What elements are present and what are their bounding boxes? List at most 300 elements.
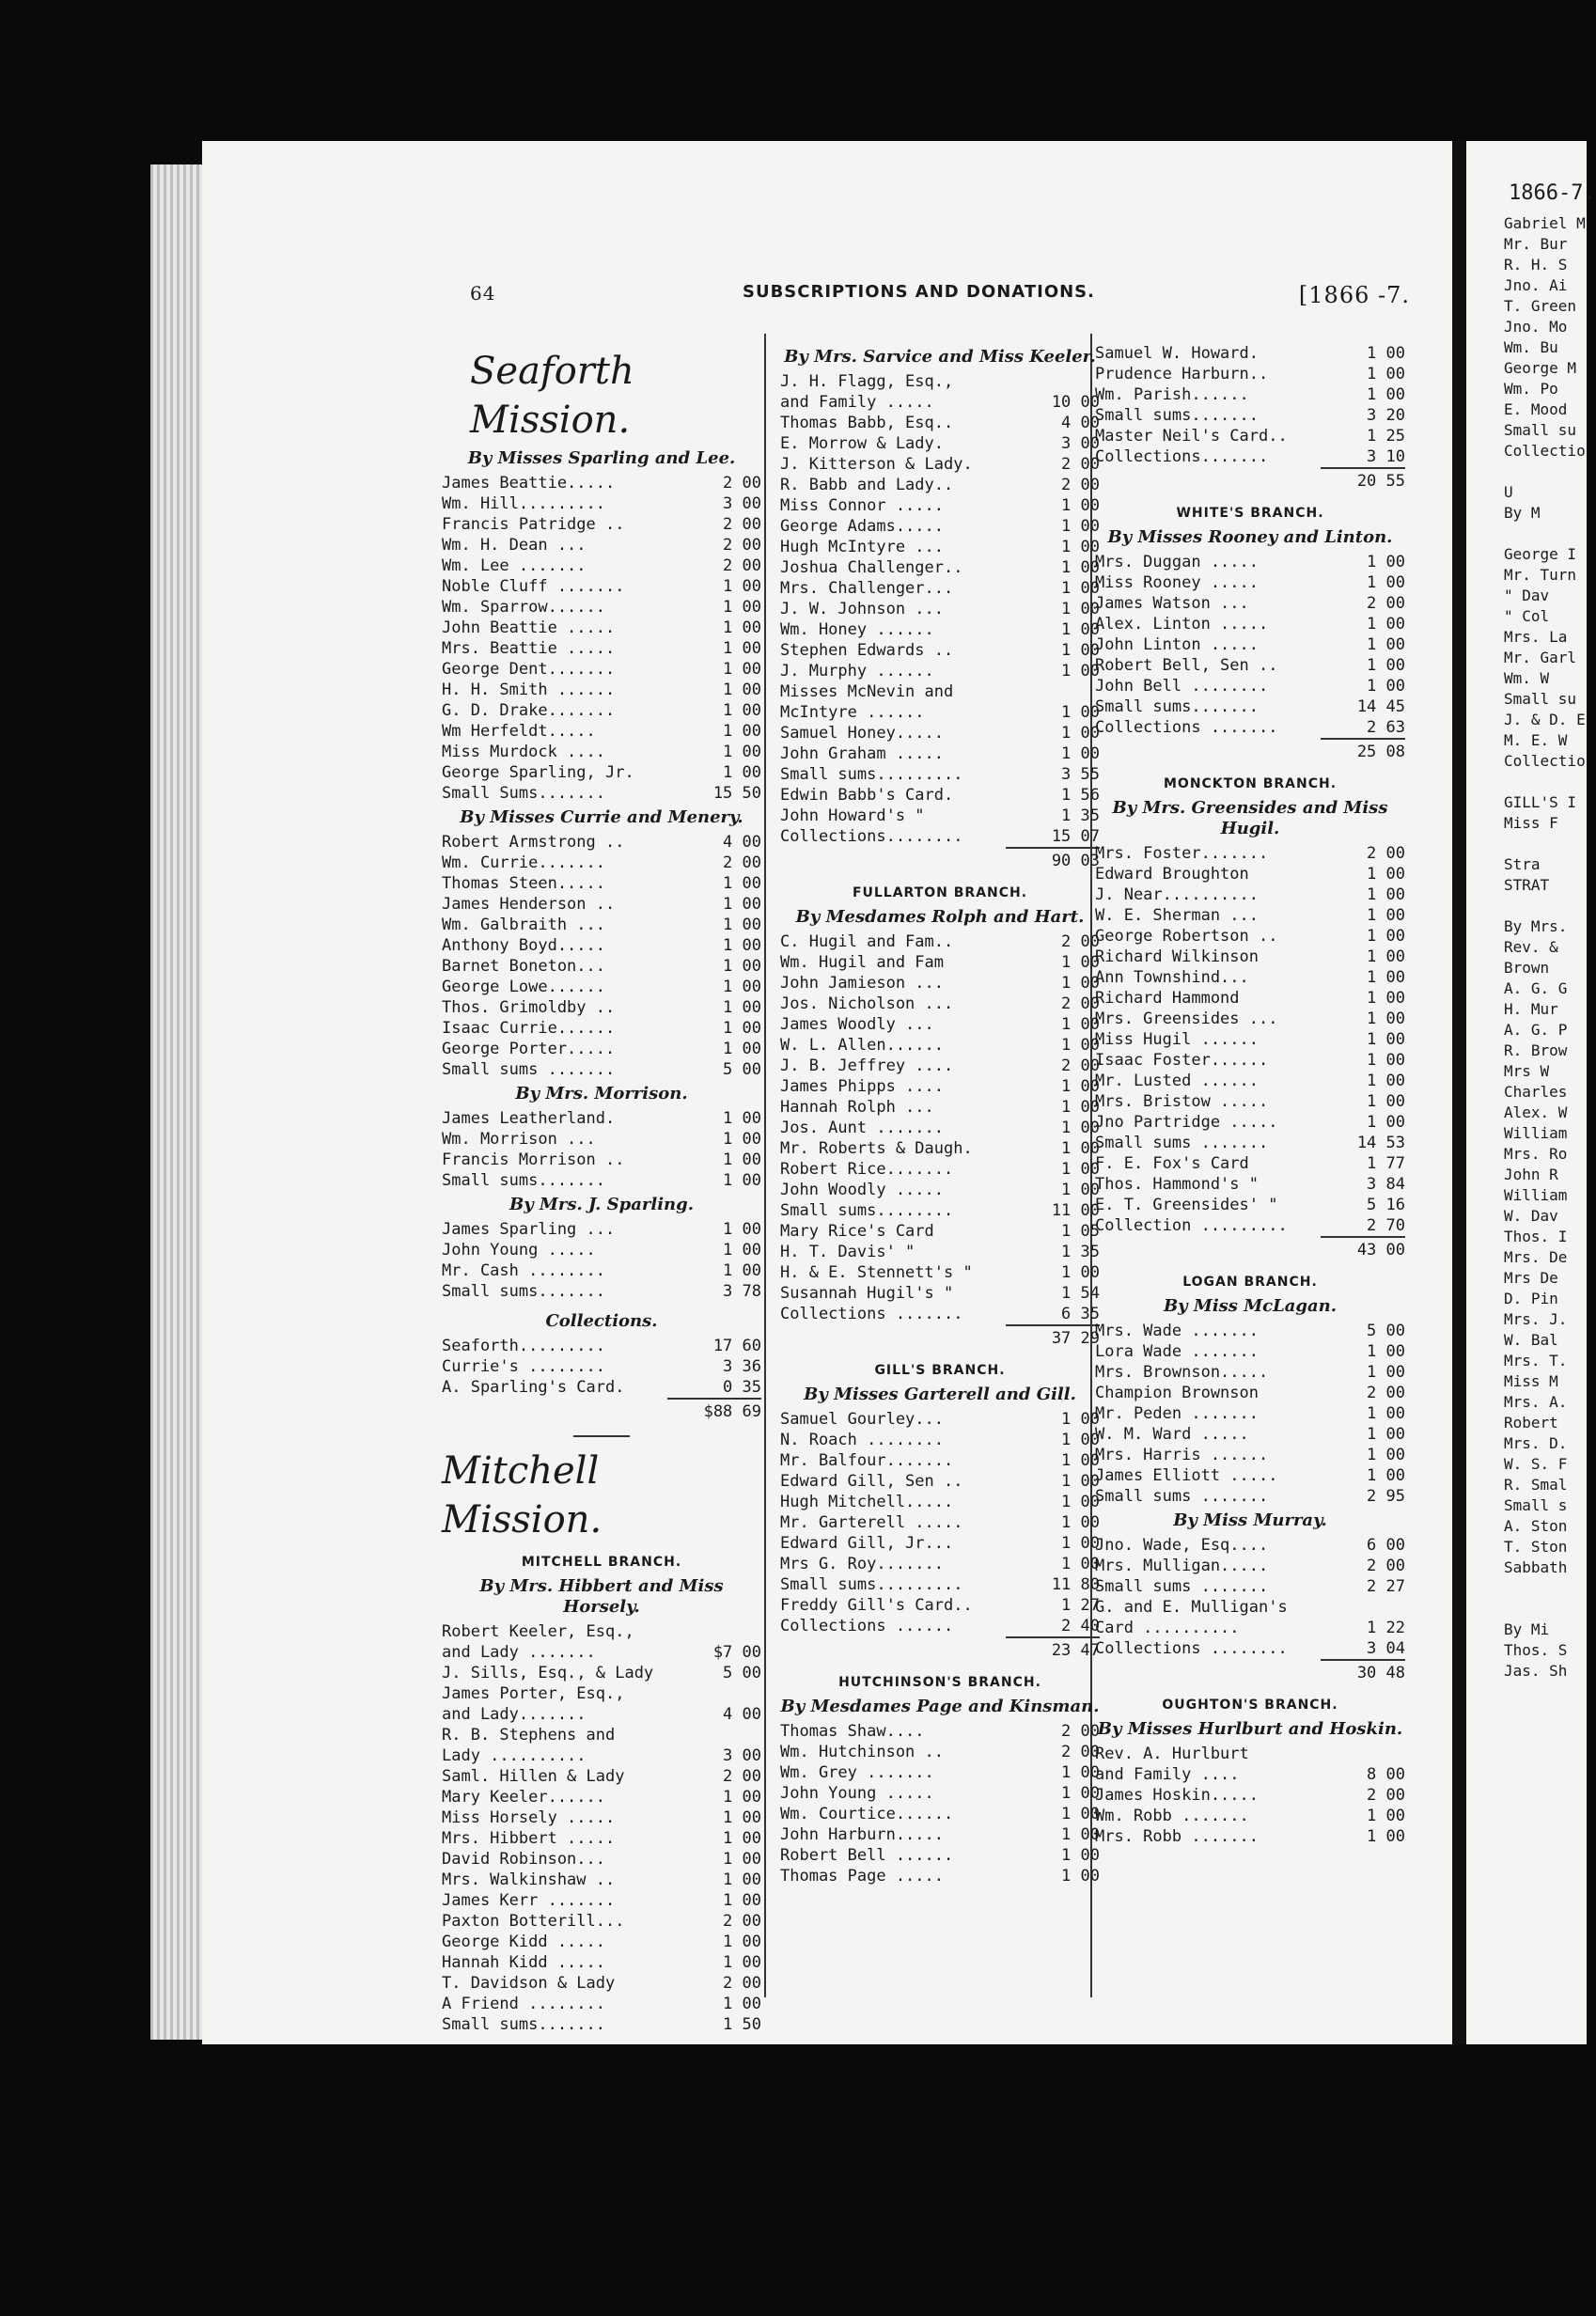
right-page-line: Mrs. J. xyxy=(1504,1310,1568,1328)
entry-name: and Family .... xyxy=(1095,1765,1240,1784)
entry-amount: 1 00 xyxy=(723,577,761,596)
entry-row xyxy=(442,659,761,680)
entry-amount: 2 00 xyxy=(1061,1722,1100,1741)
entry-row xyxy=(780,826,1100,847)
right-page-line: Jas. Sh xyxy=(1504,1662,1568,1680)
entry-row xyxy=(780,1262,1100,1283)
entry-row xyxy=(442,1745,761,1766)
entry-amount: 2 95 xyxy=(1367,1487,1405,1506)
right-page-line: " Col xyxy=(1504,607,1550,625)
entry-row xyxy=(780,557,1100,578)
entry-amount: 1 00 xyxy=(723,915,761,934)
entry-amount: 1 00 xyxy=(1367,344,1405,363)
entry-name: Paxton Botterill... xyxy=(442,1912,625,1931)
right-page-line: Brown xyxy=(1504,959,1550,977)
entry-list xyxy=(780,371,1100,847)
entry-amount: 1 00 xyxy=(1367,927,1405,946)
entry-list xyxy=(1095,343,1405,467)
entry-list xyxy=(1095,552,1405,738)
entry-amount: 1 00 xyxy=(1061,1160,1100,1179)
entry-amount: 2 00 xyxy=(1367,844,1405,863)
entry-row xyxy=(780,413,1100,433)
entry-amount: 3 04 xyxy=(1367,1639,1405,1658)
entry-row xyxy=(442,1108,761,1129)
right-page-line xyxy=(1504,524,1587,544)
entry-amount: 3 00 xyxy=(1061,434,1100,453)
entry-row xyxy=(442,1150,761,1170)
entry-amount: 1 00 xyxy=(1061,620,1100,639)
mission-title: Seaforth Mission. xyxy=(470,350,634,442)
entry-amount: 1 00 xyxy=(1061,662,1100,681)
entry-name: Francis Patridge .. xyxy=(442,515,625,534)
entry-name: James Watson ... xyxy=(1095,594,1249,613)
entry-amount: 2 00 xyxy=(1061,1743,1100,1761)
branch-heading: WHITE'S BRANCH. xyxy=(1176,506,1324,521)
entry-amount: 1 00 xyxy=(1061,1472,1100,1491)
right-page-line: R. Smal xyxy=(1504,1476,1568,1494)
entry-amount: 1 00 xyxy=(723,763,761,782)
entry-row xyxy=(1095,552,1405,572)
entry-row xyxy=(780,1035,1100,1056)
subscription-group-heading: By Mrs. Sarvice and Miss Keeler. xyxy=(784,347,1096,367)
entry-amount: 1 00 xyxy=(1061,953,1100,972)
entry-amount: 2 00 xyxy=(1061,994,1100,1013)
entry-amount: 1 00 xyxy=(1367,865,1405,884)
entry-row xyxy=(780,1076,1100,1097)
entry-name: George Robertson .. xyxy=(1095,927,1278,946)
entry-amount: 1 00 xyxy=(723,998,761,1017)
entry-amount: 2 00 xyxy=(723,515,761,534)
entry-name: Mrs. Mulligan..... xyxy=(1095,1557,1269,1575)
entry-name: N. Roach ........ xyxy=(780,1431,944,1449)
right-page-line: Jno. Mo xyxy=(1504,318,1568,336)
entry-row xyxy=(442,1932,761,1952)
entry-name: Small sums ....... xyxy=(1095,1134,1269,1152)
right-page-line: Miss M xyxy=(1504,1372,1558,1390)
entry-row xyxy=(1095,1618,1405,1638)
right-page-line: Mrs. T. xyxy=(1504,1352,1568,1369)
entry-row xyxy=(1095,1486,1405,1507)
entry-name: Prudence Harburn.. xyxy=(1095,365,1269,383)
right-page-line: Collectio xyxy=(1504,442,1586,460)
entry-name: Thos. Grimoldby .. xyxy=(442,998,616,1017)
entry-row xyxy=(442,535,761,556)
entry-row xyxy=(780,1533,1100,1554)
entry-name: Edwin Babb's Card. xyxy=(780,786,954,805)
entry-name: Miss Murdock .... xyxy=(442,743,605,761)
entry-name: Collections ...... xyxy=(780,1617,954,1635)
entry-row xyxy=(780,1762,1100,1783)
entry-amount: 10 00 xyxy=(1051,393,1100,412)
entry-row xyxy=(442,638,761,659)
entry-name: J. Kitterson & Lady. xyxy=(780,455,973,474)
entry-name: John Harburn..... xyxy=(780,1825,944,1844)
entry-row xyxy=(442,1911,761,1932)
right-page-line: Thos. S xyxy=(1504,1641,1568,1659)
entry-amount xyxy=(686,1621,761,1642)
entry-name: Mr. Garterell ..... xyxy=(780,1513,963,1532)
entry-name: Isaac Currie...... xyxy=(442,1019,616,1038)
right-page-lines xyxy=(1504,213,1587,1682)
entry-name: Mrs. Bristow ..... xyxy=(1095,1092,1269,1111)
entry-name: Mrs G. Roy....... xyxy=(780,1555,944,1573)
entry-amount: 2 00 xyxy=(1367,1557,1405,1575)
entry-row xyxy=(1095,884,1405,905)
right-page-line: Mrs. De xyxy=(1504,1248,1568,1266)
entry-amount: 4 00 xyxy=(1061,414,1100,432)
entry-amount: 1 00 xyxy=(1061,496,1100,515)
right-page-line: R. Brow xyxy=(1504,1041,1568,1059)
entry-name: J. W. Johnson ... xyxy=(780,600,944,618)
entry-name: Master Neil's Card.. xyxy=(1095,427,1288,446)
entry-amount: 1 00 xyxy=(1061,1181,1100,1199)
entry-row xyxy=(442,1260,761,1281)
entry-row xyxy=(780,1242,1100,1262)
entry-name: Small sums....... xyxy=(442,1282,605,1301)
entry-amount: 17 60 xyxy=(712,1337,761,1355)
right-page-line: M. E. W xyxy=(1504,731,1568,749)
entry-amount: 1 00 xyxy=(1061,538,1100,556)
entry-name: Ann Townshind... xyxy=(1095,968,1249,987)
section-total: 23 47 xyxy=(1006,1636,1100,1665)
entry-amount: 2 00 xyxy=(1061,932,1100,951)
entry-amount: 1 00 xyxy=(1367,989,1405,1008)
book-gutter xyxy=(1452,141,1466,2044)
entry-list xyxy=(780,1409,1100,1636)
entry-name: Jno. Wade, Esq.... xyxy=(1095,1536,1269,1555)
entry-name: Robert Bell, Sen .. xyxy=(1095,656,1278,675)
entry-name: F. E. Fox's Card xyxy=(1095,1154,1249,1173)
right-page-line xyxy=(1504,896,1587,916)
entry-name: Hannah Rolph ... xyxy=(780,1098,934,1117)
right-page-line xyxy=(1504,462,1587,482)
entry-name: W. L. Allen...... xyxy=(780,1036,944,1055)
entry-row xyxy=(780,1742,1100,1762)
entry-row xyxy=(442,762,761,783)
entry-row xyxy=(1095,1112,1405,1133)
entry-amount: 3 55 xyxy=(1061,765,1100,784)
entry-amount: 1 00 xyxy=(1061,1036,1100,1055)
entry-name: Samuel W. Howard. xyxy=(1095,344,1259,363)
entry-name: Small sums......... xyxy=(780,765,963,784)
subscription-group-heading: By Miss McLagan. xyxy=(1163,1296,1338,1316)
entry-name: Hannah Kidd ..... xyxy=(442,1953,605,1972)
entry-name: Collections ....... xyxy=(1095,718,1278,737)
entry-amount: 1 00 xyxy=(1061,1513,1100,1532)
right-page-line xyxy=(1504,1578,1587,1599)
entry-row xyxy=(780,599,1100,619)
entry-row xyxy=(442,783,761,804)
entry-list xyxy=(1095,843,1405,1236)
entry-row xyxy=(780,785,1100,806)
entry-row xyxy=(442,1170,761,1191)
entry-amount: 1 00 xyxy=(1061,1555,1100,1573)
entry-name: W. M. Ward ..... xyxy=(1095,1425,1249,1444)
entry-name: A. Sparling's Card. xyxy=(442,1378,625,1397)
entry-name: George Sparling, Jr. xyxy=(442,763,634,782)
entry-amount: 2 27 xyxy=(1367,1577,1405,1596)
entry-row xyxy=(1095,343,1405,364)
entry-amount: 6 35 xyxy=(1061,1305,1100,1323)
entry-name: Mrs. Robb ....... xyxy=(1095,1827,1259,1846)
entry-name: Lora Wade ....... xyxy=(1095,1342,1259,1361)
page-title: SUBSCRIPTIONS AND DONATIONS. xyxy=(743,282,1095,302)
entry-row xyxy=(1095,696,1405,717)
right-page-line: U xyxy=(1504,483,1513,501)
entry-row xyxy=(780,1783,1100,1804)
entry-amount xyxy=(1025,371,1100,392)
entry-name: Wm. Robb ....... xyxy=(1095,1807,1249,1825)
entry-amount: 3 36 xyxy=(723,1357,761,1376)
entry-row xyxy=(1095,1362,1405,1383)
entry-list xyxy=(442,1336,761,1398)
entry-name: and Family ..... xyxy=(780,393,934,412)
entry-row xyxy=(1095,947,1405,967)
right-page-line: Alex. W xyxy=(1504,1103,1568,1121)
entry-row xyxy=(780,994,1100,1014)
entry-row xyxy=(780,392,1100,413)
entry-name: Wm. Hill......... xyxy=(442,494,605,513)
entry-list xyxy=(442,1621,761,2035)
entry-row xyxy=(442,1621,761,1642)
section-total: 25 08 xyxy=(1321,738,1405,766)
entry-amount: 1 00 xyxy=(723,598,761,617)
entry-name: James Elliott ..... xyxy=(1095,1466,1278,1485)
entry-name: and Lady....... xyxy=(442,1705,587,1724)
entry-amount: 1 00 xyxy=(723,1040,761,1058)
entry-list xyxy=(442,1108,761,1191)
entry-name: Isaac Foster...... xyxy=(1095,1051,1269,1070)
entry-amount: 2 00 xyxy=(723,853,761,872)
entry-row xyxy=(442,1828,761,1849)
entry-name: John Graham ..... xyxy=(780,744,944,763)
entry-row xyxy=(1095,1174,1405,1195)
subscription-group-heading: By Mrs. Morrison. xyxy=(515,1084,688,1103)
entry-row xyxy=(442,556,761,576)
entry-name: Wm. Grey ....... xyxy=(780,1763,934,1782)
entry-amount: 1 00 xyxy=(723,1953,761,1972)
entry-amount: 1 00 xyxy=(1367,677,1405,696)
entry-amount: 1 00 xyxy=(723,1130,761,1149)
entry-name: J. Near.......... xyxy=(1095,885,1259,904)
entry-name: John Howard's " xyxy=(780,806,925,825)
entry-amount: 8 00 xyxy=(1367,1765,1405,1784)
branch-heading: LOGAN BRANCH. xyxy=(1182,1275,1318,1290)
right-page-line xyxy=(1504,772,1587,792)
entry-amount: 1 00 xyxy=(1061,558,1100,577)
entry-row xyxy=(442,700,761,721)
entry-name: Mr. Roberts & Daugh. xyxy=(780,1139,973,1158)
entry-amount: 1 00 xyxy=(723,1808,761,1827)
entry-amount xyxy=(1025,681,1100,702)
right-page-line: Mr. Turn xyxy=(1504,566,1577,584)
entry-row xyxy=(1095,364,1405,384)
entry-row xyxy=(780,371,1100,392)
entry-name: James Beattie..... xyxy=(442,474,616,493)
entry-amount: 1 00 xyxy=(723,1933,761,1951)
entry-row xyxy=(1095,1383,1405,1403)
entry-name: Wm. Hutchinson .. xyxy=(780,1743,944,1761)
entry-name: Collections ........ xyxy=(1095,1639,1288,1658)
entry-amount: 1 35 xyxy=(1061,1243,1100,1261)
entry-amount: 1 00 xyxy=(723,1150,761,1169)
entry-amount xyxy=(686,1683,761,1704)
entry-row xyxy=(1095,1638,1405,1659)
entry-amount: 1 00 xyxy=(723,978,761,996)
entry-name: Small sums........ xyxy=(780,1201,954,1220)
entry-row xyxy=(442,832,761,853)
entry-row xyxy=(780,1450,1100,1471)
right-page-line: Mrs. Ro xyxy=(1504,1145,1568,1163)
entry-amount xyxy=(1330,1744,1405,1764)
entry-amount: 1 00 xyxy=(723,1829,761,1848)
entry-name: Mrs. Foster....... xyxy=(1095,844,1269,863)
entry-row xyxy=(442,1807,761,1828)
entry-row xyxy=(780,931,1100,952)
entry-row xyxy=(780,1616,1100,1636)
branch-heading: FULLARTON BRANCH. xyxy=(852,885,1028,900)
entry-amount: 1 00 xyxy=(1061,1451,1100,1470)
entry-name: Barnet Boneton... xyxy=(442,957,605,976)
entry-amount: 2 00 xyxy=(1367,1786,1405,1805)
entry-row xyxy=(1095,717,1405,738)
entry-row xyxy=(442,977,761,997)
right-page-fragment xyxy=(1466,141,1596,2044)
branch-heading: HUTCHINSON'S BRANCH. xyxy=(838,1675,1041,1690)
subscription-group-heading: By Misses Hurlburt and Hoskin. xyxy=(1097,1719,1403,1739)
right-page-line: T. Ston xyxy=(1504,1538,1568,1556)
entry-amount: 1 00 xyxy=(1367,1363,1405,1382)
entry-row xyxy=(442,1870,761,1890)
entry-row xyxy=(442,1994,761,2014)
right-page-line: By Mrs. xyxy=(1504,917,1568,935)
entry-amount: 1 00 xyxy=(1367,1827,1405,1846)
entry-amount: 2 00 xyxy=(723,474,761,493)
entry-row xyxy=(442,853,761,873)
entry-amount: 1 00 xyxy=(723,681,761,699)
right-page-line: T. Green xyxy=(1504,297,1577,315)
entry-row xyxy=(1095,572,1405,593)
entry-row xyxy=(1095,1153,1405,1174)
entry-row xyxy=(1095,655,1405,676)
entry-row xyxy=(442,1849,761,1870)
entry-name: Miss Horsely ..... xyxy=(442,1808,616,1827)
entry-row xyxy=(442,1377,761,1398)
entry-name: Wm. Parish...... xyxy=(1095,385,1249,404)
entry-name: Thos. Hammond's " xyxy=(1095,1175,1259,1194)
entry-name: Robert Keeler, Esq., xyxy=(442,1622,634,1641)
entry-name: George Kidd ..... xyxy=(442,1933,605,1951)
entry-row xyxy=(442,1704,761,1725)
entry-row xyxy=(780,1866,1100,1886)
column-2 xyxy=(780,343,1100,1886)
entry-row xyxy=(780,661,1100,681)
entry-row xyxy=(780,1409,1100,1430)
entry-name: J. H. Flagg, Esq., xyxy=(780,372,954,391)
entry-name: Small sums....... xyxy=(1095,406,1259,425)
entry-amount: 15 50 xyxy=(712,784,761,803)
entry-name: Mrs. Greensides ... xyxy=(1095,1009,1278,1028)
entry-row xyxy=(442,894,761,915)
right-page-line: Sabbath xyxy=(1504,1558,1568,1576)
entry-row xyxy=(780,1574,1100,1595)
entry-row xyxy=(1095,1535,1405,1556)
entry-amount: 1 00 xyxy=(723,722,761,741)
entry-row xyxy=(780,973,1100,994)
entry-amount: 1 00 xyxy=(1367,1342,1405,1361)
entry-row xyxy=(442,514,761,535)
entry-name: Anthony Boyd..... xyxy=(442,936,605,955)
subscription-group-heading: By Misses Garterell and Gill. xyxy=(804,1385,1076,1404)
entry-name: G. D. Drake....... xyxy=(442,701,616,720)
entry-row xyxy=(1095,1029,1405,1050)
entry-row xyxy=(780,1159,1100,1180)
page-number: 64 xyxy=(470,282,496,305)
entry-row xyxy=(780,495,1100,516)
entry-row xyxy=(780,537,1100,557)
entry-name: Collections ....... xyxy=(780,1305,963,1323)
right-page-line: Stra xyxy=(1504,855,1541,873)
subscription-group-heading: By Mrs. Greensides and Miss Hugil. xyxy=(1112,798,1388,838)
column-divider xyxy=(764,334,766,1997)
entry-amount: 1 00 xyxy=(1367,573,1405,592)
entry-row xyxy=(780,1138,1100,1159)
entry-row xyxy=(442,618,761,638)
entry-name: Champion Brownson xyxy=(1095,1384,1259,1402)
entry-row xyxy=(442,1129,761,1150)
entry-row xyxy=(780,516,1100,537)
entry-row xyxy=(1095,1091,1405,1112)
right-page-line: Wm. W xyxy=(1504,669,1550,687)
entry-name: Miss Rooney ..... xyxy=(1095,573,1259,592)
entry-row xyxy=(780,681,1100,702)
entry-amount: 1 00 xyxy=(1367,656,1405,675)
subscription-group-heading: By Misses Rooney and Linton. xyxy=(1107,527,1393,547)
entry-row xyxy=(780,1845,1100,1866)
entry-amount xyxy=(686,1725,761,1745)
entry-row xyxy=(442,742,761,762)
entry-name: Mrs. Duggan ..... xyxy=(1095,553,1259,571)
entry-row xyxy=(780,1492,1100,1512)
entry-list xyxy=(780,1721,1100,1886)
right-page-line: GILL'S I xyxy=(1504,793,1577,811)
entry-amount: 1 00 xyxy=(1367,906,1405,925)
entry-amount: 1 00 xyxy=(1367,1425,1405,1444)
entry-name: Mrs. Walkinshaw .. xyxy=(442,1870,616,1889)
entry-row xyxy=(1095,634,1405,655)
entry-name: Collections........ xyxy=(780,827,963,846)
entry-amount: 5 16 xyxy=(1367,1196,1405,1214)
entry-amount: 1 00 xyxy=(723,895,761,914)
entry-name: James Sparling ... xyxy=(442,1220,616,1239)
entry-row xyxy=(780,1595,1100,1616)
entry-name: Samuel Gourley... xyxy=(780,1410,944,1429)
right-page-line: A. G. P xyxy=(1504,1021,1568,1039)
entry-name: James Leatherland. xyxy=(442,1109,616,1128)
right-page-line: Wm. Po xyxy=(1504,380,1558,398)
entry-name: Samuel Honey..... xyxy=(780,724,944,743)
entry-row xyxy=(1095,967,1405,988)
entry-row xyxy=(780,1512,1100,1533)
right-page-line: Robert xyxy=(1504,1414,1558,1432)
entry-name: Miss Connor ..... xyxy=(780,496,944,515)
entry-row xyxy=(1095,1195,1405,1215)
entry-amount: 14 45 xyxy=(1356,697,1405,716)
entry-name: James Woodly ... xyxy=(780,1015,934,1034)
entry-name: Edward Gill, Jr... xyxy=(780,1534,954,1553)
entry-name: John Young ..... xyxy=(780,1784,934,1803)
entry-row xyxy=(780,1554,1100,1574)
